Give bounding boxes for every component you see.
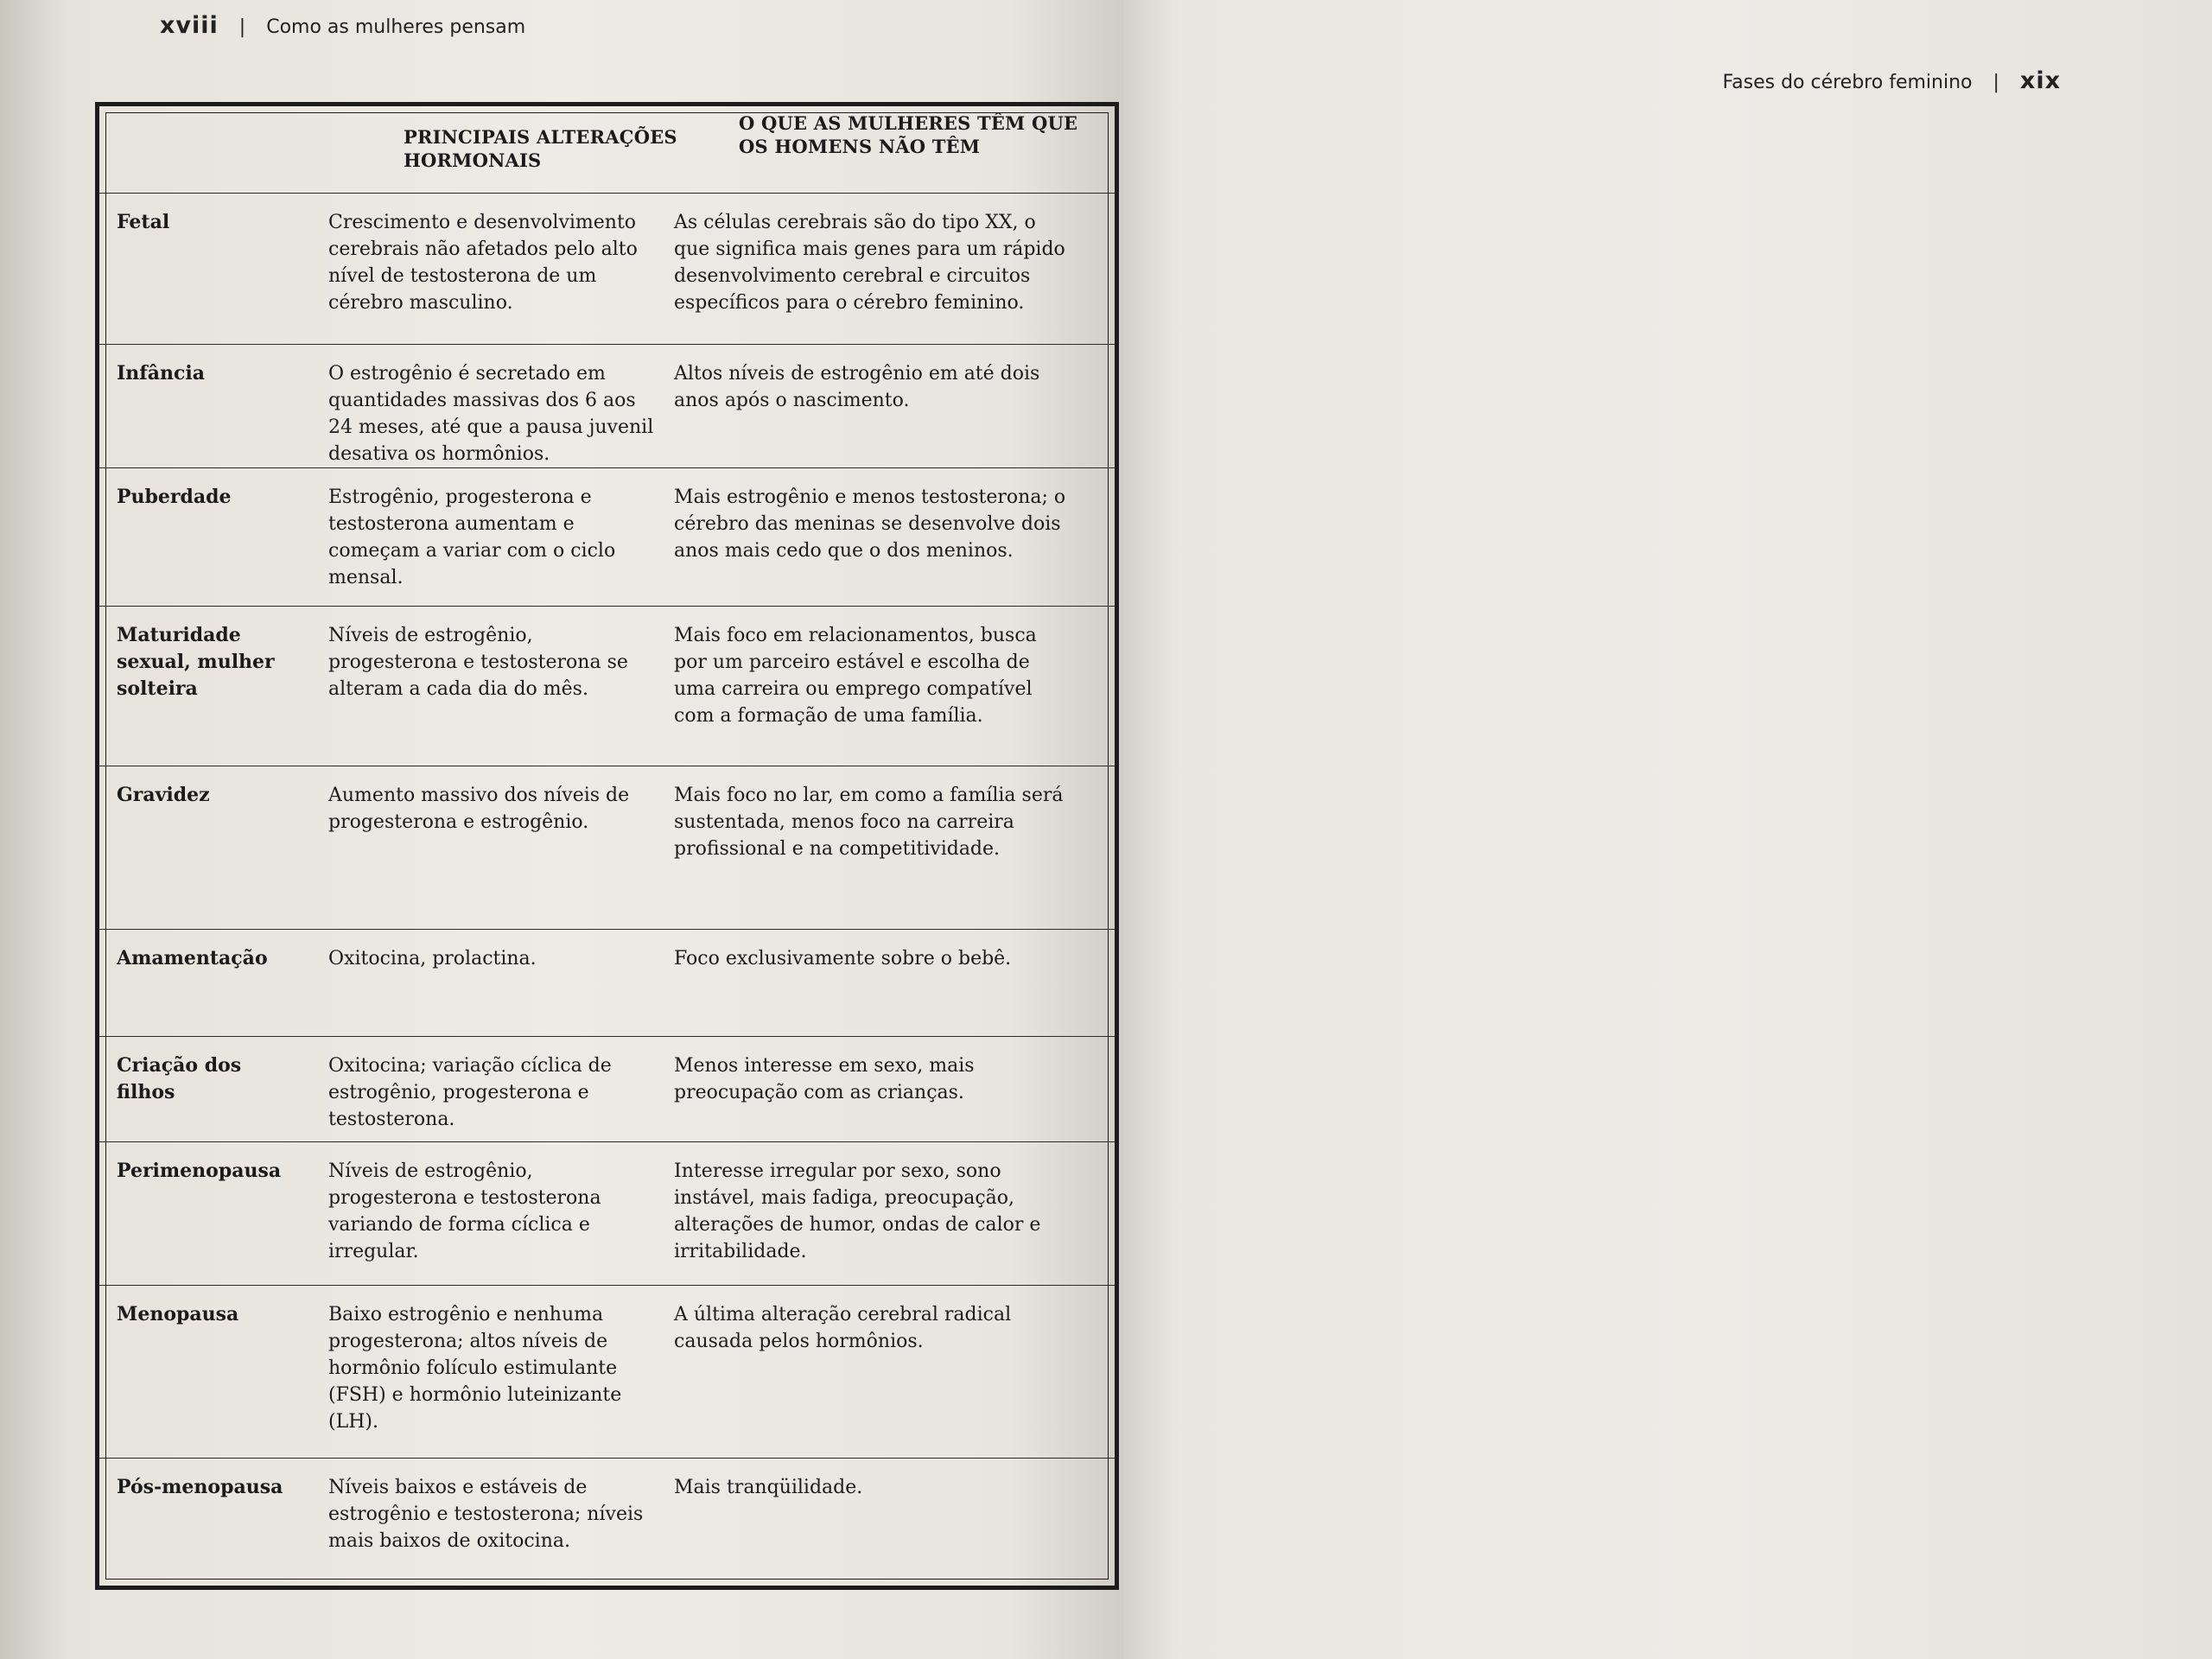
header-hormonal: PRINCIPAIS ALTERAÇÕES HORMONAIS [404,126,677,171]
phase-label: Fetal [117,211,170,233]
phase-label: Perimenopausa [117,1160,282,1182]
right-page [1123,0,2212,1659]
unique-feature: Mais tranqüilidade. [674,1477,863,1498]
left-running-head: xviii | Como as mulheres pensam [160,12,526,39]
unique-feature: Mais foco em relacionamentos, busca por um parceiro estável e escolha de uma carreira ou emprego compatível com a formação de uma família. [674,625,1037,727]
hormonal-change: Níveis baixos e estáveis de estrogênio e testosterona; níveis mais baixos de oxitocina. [328,1477,644,1552]
header-unique: O QUE AS MULHERES TÊM QUE OS HOMENS NÃO TÊM [739,112,1078,157]
table-row [99,1141,1115,1262]
unique-feature: Mais foco no lar, em como a família será sustentada, menos foco na carreira profissional e na competitividade. [674,785,1064,860]
table-row [99,1458,1115,1552]
phase-label: Gravidez [117,784,210,806]
phase-label: Criação dos filhos [117,1054,242,1103]
unique-feature: Altos níveis de estrogênio em até dois anos após o nascimento. [674,363,1040,411]
hormonal-change: Estrogênio, progesterona e testosterona aumentam e começam a variar com o ciclo mensal. [328,486,616,588]
hormonal-change: Baixo estrogênio e nenhuma progesterona; altos níveis de hormônio folículo estimulante (FSH) e hormônio luteinizante (LH). [328,1304,622,1433]
hormonal-change: O estrogênio é secretado em quantidades massivas dos 6 aos 24 meses, até que a pausa juvenil desativa os hormônios. [328,363,654,465]
table-row [99,193,1115,314]
phase-label: Puberdade [117,486,232,508]
unique-feature: Menos interesse em sexo, mais preocupação com as crianças. [674,1055,975,1103]
unique-feature: A última alteração cerebral radical causada pelos hormônios. [674,1304,1012,1352]
running-title-left: Como as mulheres pensam [266,16,526,38]
phase-label: Amamentação [117,947,268,969]
hormonal-change: Crescimento e desenvolvimento cerebrais não afetados pelo alto nível de testosterona de um cérebro masculino. [328,212,638,314]
table-row [99,929,1115,969]
table-row [99,344,1115,465]
hormonal-change: Níveis de estrogênio, progesterona e testosterona variando de forma cíclica e irregular. [328,1160,601,1262]
hormonal-change: Oxitocina, prolactina. [328,948,537,969]
page-number-left: xviii [160,12,219,39]
phase-label: Menopausa [117,1303,239,1325]
table-row [99,1036,1115,1130]
right-running-head: Fases do cérebro feminino | xix [1722,67,2061,94]
table-row [99,606,1115,727]
hormonal-change: Aumento massivo dos níveis de progesterona e estrogênio. [328,785,630,833]
phase-label: Infância [117,362,206,385]
unique-feature: Mais estrogênio e menos testosterona; o cérebro das meninas se desenvolve dois anos mais cedo que o dos meninos. [674,486,1066,562]
running-title-right: Fases do cérebro feminino [1722,72,1973,93]
unique-feature: As células cerebrais são do tipo XX, o que significa mais genes para um rápido desenvolvimento cerebral e circuitos específicos para o cérebro feminino. [674,212,1065,314]
hormonal-change: Níveis de estrogênio, progesterona e testosterona se alteram a cada dia do mês. [328,625,628,700]
page-number-right: xix [2019,67,2061,94]
unique-feature: Interesse irregular por sexo, sono instável, mais fadiga, preocupação, alterações de humor, ondas de calor e irritabilidade. [674,1160,1041,1262]
left-table [95,102,1119,1590]
phase-label: Maturidade sexual, mulher solteira [117,624,275,700]
table-row [99,467,1115,588]
unique-feature: Foco exclusivamente sobre o bebê. [674,948,1012,969]
table-row [99,1285,1115,1433]
hormonal-change: Oxitocina; variação cíclica de estrogênio, progesterona e testosterona. [328,1055,612,1130]
phase-label: Pós-menopausa [117,1476,283,1498]
